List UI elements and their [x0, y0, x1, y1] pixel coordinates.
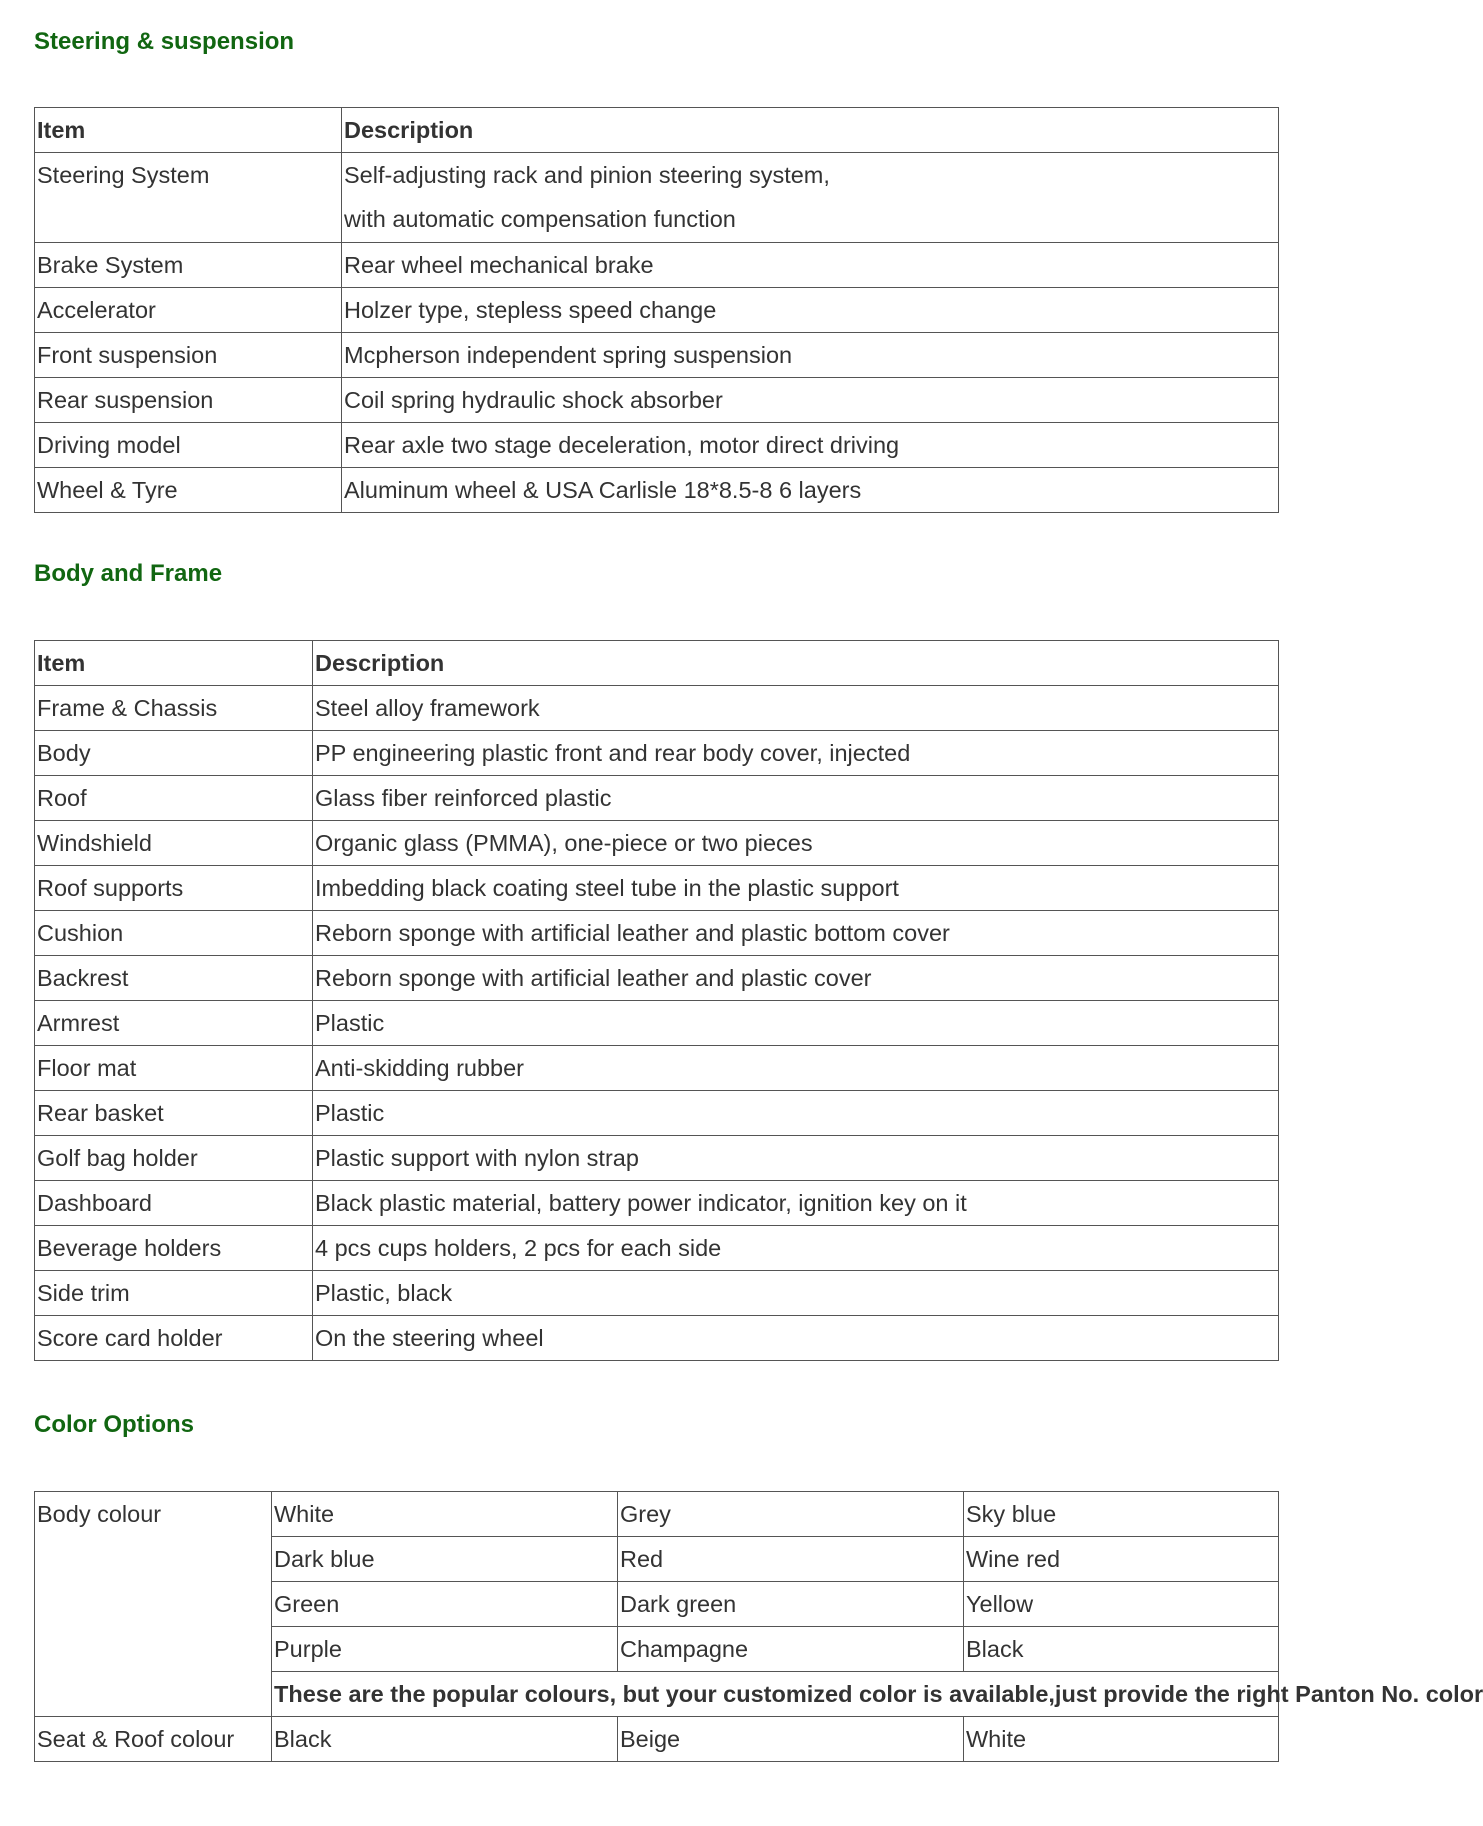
color-cell: Grey — [618, 1492, 964, 1537]
body-colour-label: Body colour — [35, 1492, 272, 1717]
table-row — [35, 243, 1279, 288]
row-description: Reborn sponge with artificial leather and plastic bottom cover — [313, 911, 1279, 956]
table-row — [35, 1226, 1279, 1271]
table-row — [35, 1091, 1279, 1136]
seat-colour-label: Seat & Roof colour — [35, 1717, 272, 1762]
row-description: Aluminum wheel & USA Carlisle 18*8.5-8 6 layers — [342, 468, 1279, 513]
table-row — [35, 1001, 1279, 1046]
row-item: Steering System — [35, 153, 342, 243]
row-item: Beverage holders — [35, 1226, 313, 1271]
table-row — [35, 1316, 1279, 1361]
row-item: Rear suspension — [35, 378, 342, 423]
row-description: 4 pcs cups holders, 2 pcs for each side — [313, 1226, 1279, 1271]
row-description: Rear wheel mechanical brake — [342, 243, 1279, 288]
row-description: Glass fiber reinforced plastic — [313, 776, 1279, 821]
description-line-2: with automatic compensation function — [344, 206, 736, 232]
steering-table — [34, 107, 1279, 513]
table-row — [35, 288, 1279, 333]
row-description: Imbedding black coating steel tube in the plastic support — [313, 866, 1279, 911]
color-cell: Green — [272, 1582, 618, 1627]
table-row — [35, 468, 1279, 513]
row-item: Wheel & Tyre — [35, 468, 342, 513]
table-header-row — [35, 641, 1279, 686]
color-cell: White — [272, 1492, 618, 1537]
row-item: Score card holder — [35, 1316, 313, 1361]
header-description: Description — [313, 641, 1279, 686]
color-cell: Dark green — [618, 1582, 964, 1627]
custom-color-note: These are the popular colours, but your customized color is available,just provide the right Panton No. color — [272, 1672, 1279, 1717]
table-row — [35, 821, 1279, 866]
table-row — [35, 776, 1279, 821]
table-row — [35, 686, 1279, 731]
row-description: Black plastic material, battery power indicator, ignition key on it — [313, 1181, 1279, 1226]
row-item: Roof — [35, 776, 313, 821]
description-line-1: Self-adjusting rack and pinion steering system, — [344, 162, 830, 188]
color-cell: Beige — [618, 1717, 964, 1762]
color-cell: Red — [618, 1537, 964, 1582]
table-row — [35, 866, 1279, 911]
row-description: Steel alloy framework — [313, 686, 1279, 731]
table-row — [35, 731, 1279, 776]
color-cell: White — [964, 1717, 1279, 1762]
row-item: Front suspension — [35, 333, 342, 378]
table-row — [35, 153, 1279, 243]
row-item: Dashboard — [35, 1181, 313, 1226]
table-row — [35, 378, 1279, 423]
color-cell: Wine red — [964, 1537, 1279, 1582]
row-item: Windshield — [35, 821, 313, 866]
row-description: Anti-skidding rubber — [313, 1046, 1279, 1091]
row-item: Floor mat — [35, 1046, 313, 1091]
table-row — [35, 1271, 1279, 1316]
row-description: Rear axle two stage deceleration, motor direct driving — [342, 423, 1279, 468]
color-cell: Champagne — [618, 1627, 964, 1672]
color-cell: Dark blue — [272, 1537, 618, 1582]
row-item: Cushion — [35, 911, 313, 956]
row-item: Body — [35, 731, 313, 776]
steering-section-title: Steering & suspension — [34, 28, 295, 55]
header-item: Item — [35, 641, 313, 686]
color-cell: Black — [964, 1627, 1279, 1672]
row-description: PP engineering plastic front and rear body cover, injected — [313, 731, 1279, 776]
body-table — [34, 640, 1279, 1361]
row-item: Accelerator — [35, 288, 342, 333]
row-item: Roof supports — [35, 866, 313, 911]
color-row — [35, 1492, 1279, 1537]
color-cell: Yellow — [964, 1582, 1279, 1627]
row-item: Frame & Chassis — [35, 686, 313, 731]
row-item: Rear basket — [35, 1091, 313, 1136]
row-description: Plastic — [313, 1001, 1279, 1046]
row-description — [342, 153, 1279, 243]
table-row — [35, 333, 1279, 378]
row-description: Plastic — [313, 1091, 1279, 1136]
colors-table — [34, 1491, 1483, 1762]
color-cell: Sky blue — [964, 1492, 1279, 1537]
table-row — [35, 1046, 1279, 1091]
table-header-row — [35, 108, 1279, 153]
header-description: Description — [342, 108, 1279, 153]
row-description: Holzer type, stepless speed change — [342, 288, 1279, 333]
table-row — [35, 1181, 1279, 1226]
row-description: Plastic support with nylon strap — [313, 1136, 1279, 1181]
header-item: Item — [35, 108, 342, 153]
colors-section-title: Color Options — [34, 1411, 194, 1438]
color-cell: Black — [272, 1717, 618, 1762]
row-item: Driving model — [35, 423, 342, 468]
row-description: Organic glass (PMMA), one-piece or two pieces — [313, 821, 1279, 866]
row-description: Mcpherson independent spring suspension — [342, 333, 1279, 378]
row-description: Reborn sponge with artificial leather and plastic cover — [313, 956, 1279, 1001]
row-item: Side trim — [35, 1271, 313, 1316]
table-row — [35, 911, 1279, 956]
row-item: Backrest — [35, 956, 313, 1001]
row-description: Plastic, black — [313, 1271, 1279, 1316]
body-section-title: Body and Frame — [34, 560, 223, 587]
seat-colour-row — [35, 1717, 1279, 1762]
color-cell: Purple — [272, 1627, 618, 1672]
row-description: On the steering wheel — [313, 1316, 1279, 1361]
row-description: Coil spring hydraulic shock absorber — [342, 378, 1279, 423]
row-item: Brake System — [35, 243, 342, 288]
row-item: Armrest — [35, 1001, 313, 1046]
table-row — [35, 956, 1279, 1001]
table-row — [35, 1136, 1279, 1181]
table-row — [35, 423, 1279, 468]
row-item: Golf bag holder — [35, 1136, 313, 1181]
